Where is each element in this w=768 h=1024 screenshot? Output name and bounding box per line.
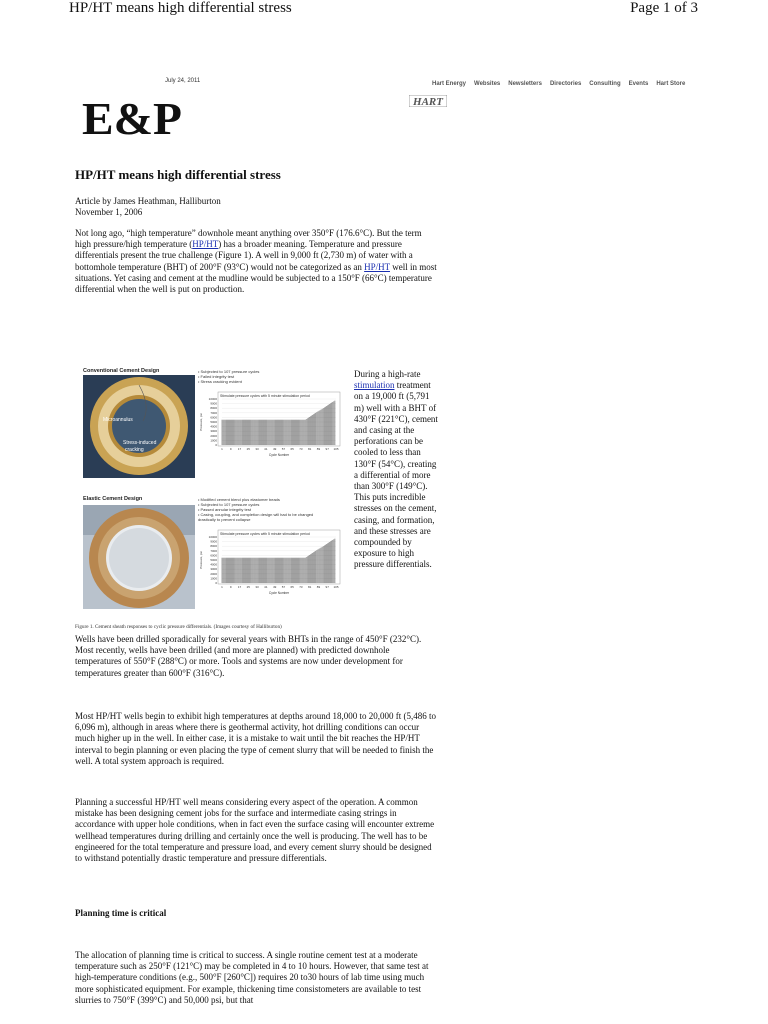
masthead-date: July 24, 2011 bbox=[165, 78, 201, 84]
article-headline: HP/HT means high differential stress bbox=[75, 167, 281, 182]
x-tick-label: 1 bbox=[221, 447, 223, 451]
top-nav bbox=[432, 81, 685, 87]
y-tick-label: 5000 bbox=[210, 420, 217, 424]
svg-text:• Subjected to 107 pressure cy: • Subjected to 107 pressure cycles bbox=[198, 369, 260, 374]
y-tick-label: 10000 bbox=[208, 397, 217, 401]
chart-plot-area bbox=[218, 530, 340, 584]
y-tick-label: 3000 bbox=[210, 429, 217, 434]
figure-1 bbox=[81, 366, 348, 614]
label-microannulus: Microannulus bbox=[103, 417, 133, 423]
paragraph-2: Wells have been drilled sporadically for several years with BHTs in the range of 450°F (232°C). Most recently, wells have been drilled (and more are planned) with predicted downhole temperatures of 550°F (288°C) or more. Tools and systems are now under development for temperatures greater than 600°F (316°C). bbox=[75, 634, 422, 678]
x-tick-label: 49 bbox=[272, 585, 277, 589]
nav-events[interactable]: Events bbox=[628, 81, 649, 87]
ep-logo[interactable] bbox=[82, 92, 182, 140]
y-tick-label: 7000 bbox=[210, 548, 217, 553]
panel1-title: Conventional Cement Design bbox=[83, 368, 160, 374]
paragraph-5: The allocation of planning time is critical to success. A single routine cement test at a moderate temperature such as 250°F (121°C) may be completed in 4 to 10 hours. However, that same test at high-temperature conditions (e.g., 500°F [260°C]) requires 20 to30 hours of lab time using much more sophisticated equipment. For example, thickening time consistometers are available to test slurries to 750°F (399°C) and 50,000 psi, but that bbox=[75, 950, 429, 1005]
x-tick-label: 41 bbox=[264, 447, 268, 451]
x-tick-label: 1 bbox=[221, 585, 223, 589]
y-tick-label: 4000 bbox=[210, 562, 217, 567]
paragraph-1: Not long ago, “high temperature” downhole meant anything over 350°F (176.6°C). But the term high pressure/high temperature (HP/HT) has a broader meaning. Temperature and pressure differentials present the true challenge (Figure 1). A well in 9,000 ft (2,730 m) of water with a bottomhole temperature (BHT) of 200°F (93°C) would not be categorized as an HP/HT well in most situations. Yet casing and cement at the mudline would be subjected to a 150°F (66°C) temperature differential when the well is put on production. bbox=[75, 228, 437, 295]
x-tick-label: 89 bbox=[316, 585, 321, 589]
x-tick-label: 57 bbox=[281, 447, 286, 451]
y-tick-label: 5000 bbox=[210, 558, 217, 562]
x-tick-label: 9 bbox=[229, 585, 232, 589]
paragraph-3: Most HP/HT wells begin to exhibit high temperatures at depths around 18,000 to 20,000 ft (5,486 to 6,096 m), although in areas where there is geothermal activity, hot drilling conditions can occur much higher up in the well. In either case, it is a mistake to wait until the bit reaches the HP/HT interval to begin planning or even placing the type of cement slurry that will be needed to finish the well. A total system approach is required. bbox=[75, 711, 437, 766]
x-tick-label: 97 bbox=[325, 447, 329, 451]
chart-title: Stimulate pressure cycles with 5 minute stimulation period bbox=[220, 532, 310, 536]
x-tick-label: 33 bbox=[255, 585, 259, 589]
y-axis-label: Pressure, psi bbox=[199, 551, 203, 569]
x-axis-label: Cycle Number bbox=[268, 591, 290, 595]
section-heading: Planning time is critical bbox=[75, 908, 167, 918]
figure-side-text: During a high-rate stimulation treatment on a 19,000 ft (5,791 m) well with a BHT of 430°F (221°C), cement and casing at the perforations can be cooled to less than 130°F (54°C), creating a differential of more than 300°F (149°C). This puts incredible stresses on the cement, casing, and formation, and these stresses are compounded by exposure to high pressure differentials. bbox=[354, 369, 438, 570]
figure-caption: Figure 1. Cement sheath responses to cyclic pressure differentials. (Images courtesy of Halliburton) bbox=[75, 624, 282, 630]
y-tick-label: 0 bbox=[215, 443, 217, 447]
x-tick-label: 9 bbox=[229, 447, 232, 451]
hart-logo-text: HART bbox=[413, 96, 443, 107]
nav-newsletters[interactable]: Newsletters bbox=[508, 81, 542, 87]
svg-text:• Failed integrity test: • Failed integrity test bbox=[198, 374, 235, 379]
y-axis-label: Pressure, psi bbox=[199, 413, 203, 431]
chart-plot-area bbox=[218, 392, 340, 446]
nav-hart-store[interactable]: Hart Store bbox=[656, 81, 686, 87]
print-page-number: Page 1 of 3 bbox=[630, 0, 698, 16]
label-cracking: cracking bbox=[125, 447, 144, 453]
y-tick-label: 7000 bbox=[210, 410, 217, 415]
y-tick-label: 6000 bbox=[210, 415, 217, 420]
x-tick-label: 25 bbox=[246, 447, 250, 451]
x-tick-label: 65 bbox=[290, 447, 294, 451]
ep-logo-text: E&P bbox=[82, 93, 182, 140]
x-tick-label: 81 bbox=[308, 447, 312, 451]
x-tick-label: 25 bbox=[246, 585, 250, 589]
y-tick-label: 9000 bbox=[210, 401, 217, 406]
nav-consulting[interactable]: Consulting bbox=[589, 81, 621, 87]
y-tick-label: 2000 bbox=[210, 433, 217, 438]
panel1-chart bbox=[199, 392, 340, 457]
x-tick-label: 57 bbox=[281, 585, 286, 589]
article-byline bbox=[75, 196, 221, 218]
author-line: Article by James Heathman, Halliburton bbox=[75, 196, 221, 206]
publish-date: November 1, 2006 bbox=[75, 207, 143, 217]
y-tick-label: 1000 bbox=[210, 438, 217, 443]
x-tick-label: 73 bbox=[299, 585, 303, 589]
x-tick-label: 49 bbox=[272, 447, 277, 451]
x-tick-label: 65 bbox=[290, 585, 294, 589]
svg-text:• Modified cement blend plus e: • Modified cement blend plus elastomer beads bbox=[198, 497, 280, 502]
x-tick-label: 89 bbox=[316, 447, 321, 451]
nav-websites[interactable]: Websites bbox=[474, 81, 501, 87]
label-stress: Stress-induced bbox=[123, 440, 157, 446]
x-tick-label: 17 bbox=[237, 585, 242, 589]
y-tick-label: 4000 bbox=[210, 424, 217, 429]
x-tick-label: 33 bbox=[255, 447, 259, 451]
print-header-title: HP/HT means high differential stress bbox=[69, 0, 292, 16]
y-tick-label: 3000 bbox=[210, 567, 217, 572]
y-tick-label: 6000 bbox=[210, 553, 217, 558]
x-tick-label: 41 bbox=[264, 585, 268, 589]
svg-text:• Stress cracking evident: • Stress cracking evident bbox=[198, 379, 242, 384]
y-tick-label: 8000 bbox=[210, 544, 217, 549]
svg-text:• Passed annular integrity tes: • Passed annular integrity test bbox=[198, 507, 251, 512]
y-tick-label: 8000 bbox=[210, 406, 217, 411]
link-stimulation[interactable]: stimulation bbox=[354, 380, 395, 391]
x-tick-label: 81 bbox=[308, 585, 312, 589]
x-tick-label: 105 bbox=[333, 585, 339, 589]
y-tick-label: 9000 bbox=[210, 539, 217, 544]
nav-hart-energy[interactable]: Hart Energy bbox=[432, 81, 467, 87]
link-hpht-1[interactable]: HP/HT bbox=[192, 239, 219, 250]
svg-text:• Casing, coupling, and comple: • Casing, coupling, and completion design will had to be changed bbox=[198, 512, 314, 517]
x-tick-label: 105 bbox=[333, 447, 339, 451]
svg-text:• Subjected to 107 pressure cy: • Subjected to 107 pressure cycles bbox=[198, 502, 260, 507]
y-tick-label: 10000 bbox=[208, 535, 217, 539]
x-tick-label: 73 bbox=[299, 447, 303, 451]
panel2-title: Elastic Cement Design bbox=[83, 496, 143, 502]
paragraph-4: Planning a successful HP/HT well means considering every aspect of the operation. A common mistake has been designing cement jobs for the surface and intermediate casing strings in accordance with upper hole conditions, when in fact even the surface casing will encounter extreme wellhead temperatures during drilling and certainly once the well is producing. The well has to be engineered for the total temperature and pressure load, and every cement slurry should be designed to withstand potentially drastic temperature and pressure differentials. bbox=[75, 797, 435, 864]
link-hpht-2[interactable]: HP/HT bbox=[364, 261, 390, 272]
x-tick-label: 17 bbox=[237, 447, 242, 451]
nav-directories[interactable]: Directories bbox=[549, 81, 582, 87]
x-axis-label: Cycle Number bbox=[268, 453, 290, 457]
panel2-chart bbox=[199, 530, 340, 595]
y-tick-label: 1000 bbox=[210, 576, 217, 581]
svg-text:drastically to prevent collaps: drastically to prevent collapse bbox=[198, 517, 251, 522]
chart-title: Stimulate pressure cycles with 5 minute stimulation period bbox=[220, 394, 310, 398]
x-tick-label: 97 bbox=[325, 585, 329, 589]
hart-logo[interactable] bbox=[409, 95, 447, 107]
y-tick-label: 2000 bbox=[210, 571, 217, 576]
y-tick-label: 0 bbox=[215, 581, 217, 585]
